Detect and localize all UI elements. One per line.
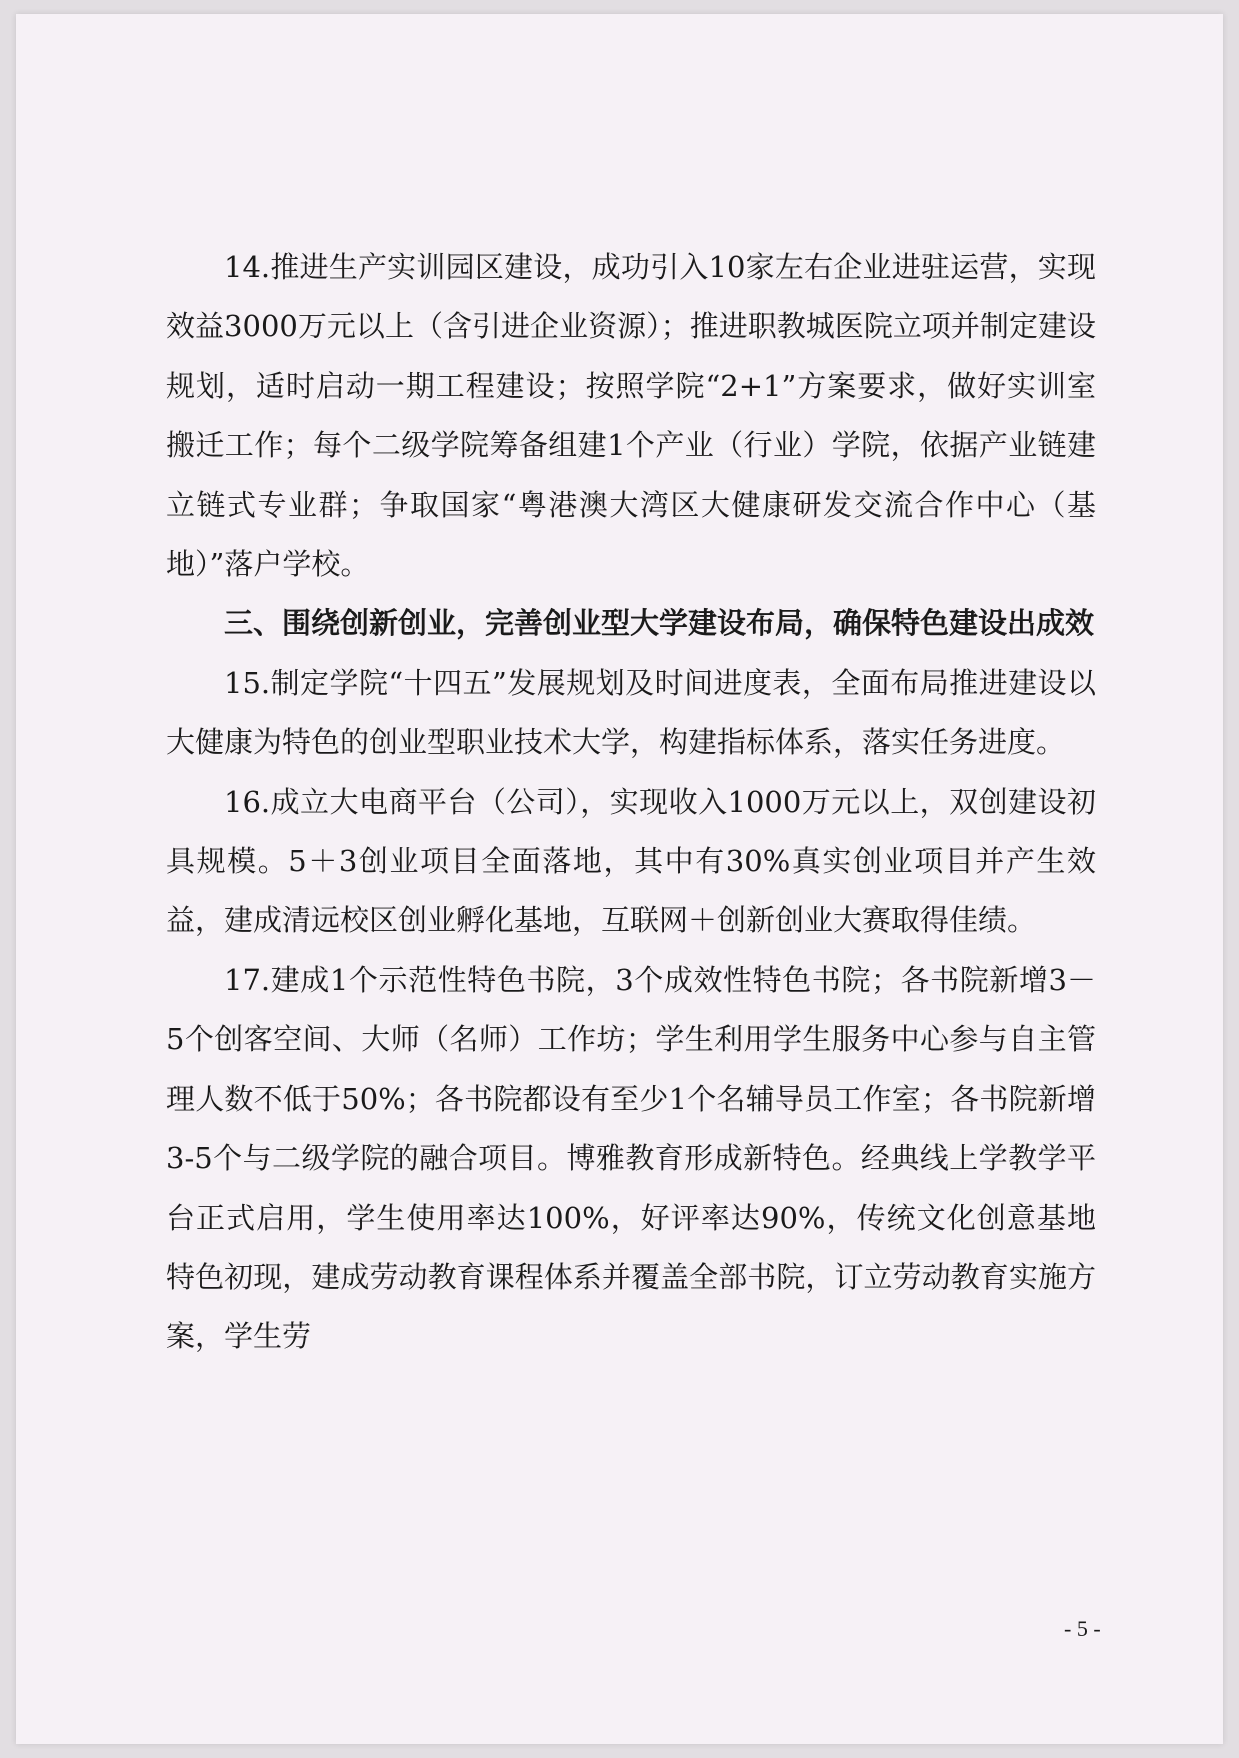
document-page <box>16 14 1223 1744</box>
paragraph-item-17: 17.建成1个示范性特色书院，3个成效性特色书院；各书院新增3－5个创客空间、大师（名师）工作坊；学生利用学生服务中心参与自主管理人数不低于50%；各书院都设有至少1个名辅导员工作室；各书院新增3-5个与二级学院的融合项目。博雅教育形成新特色。经典线上学教学平台正式启用，学生使用率达100%，好评率达90%，传统文化创意基地特色初现，建成劳动教育课程体系并覆盖全部书院，订立劳动教育实施方案，学生劳 <box>166 962 1096 1354</box>
page-number: - 5 - <box>1064 1616 1101 1641</box>
document-body <box>166 238 1096 1367</box>
paragraph-item-14: 14.推进生产实训园区建设，成功引入10家左右企业进驻运营，实现效益3000万元以上（含引进企业资源）；推进职教城医院立项并制定建设规划，适时启动一期工程建设；按照学院“2+1”方案要求，做好实训室搬迁工作；每个二级学院筹备组建1个产业（行业）学院，依据产业链建立链式专业群；争取国家“粤港澳大湾区大健康研发交流合作中心（基地）”落户学校。 <box>166 250 1096 582</box>
section-heading-3: 三、围绕创新创业，完善创业型大学建设布局，确保特色建设出成效 <box>224 606 1095 641</box>
paragraph-item-16: 16.成立大电商平台（公司），实现收入1000万元以上，双创建设初具规模。5＋3创业项目全面落地，其中有30%真实创业项目并产生效益，建成清远校区创业孵化基地，互联网＋创新创业大赛取得佳绩。 <box>166 784 1096 938</box>
paragraph-item-15: 15.制定学院“十四五”发展规划及时间进度表，全面布局推进建设以大健康为特色的创业型职业技术大学，构建指标体系，落实任务进度。 <box>166 665 1096 760</box>
